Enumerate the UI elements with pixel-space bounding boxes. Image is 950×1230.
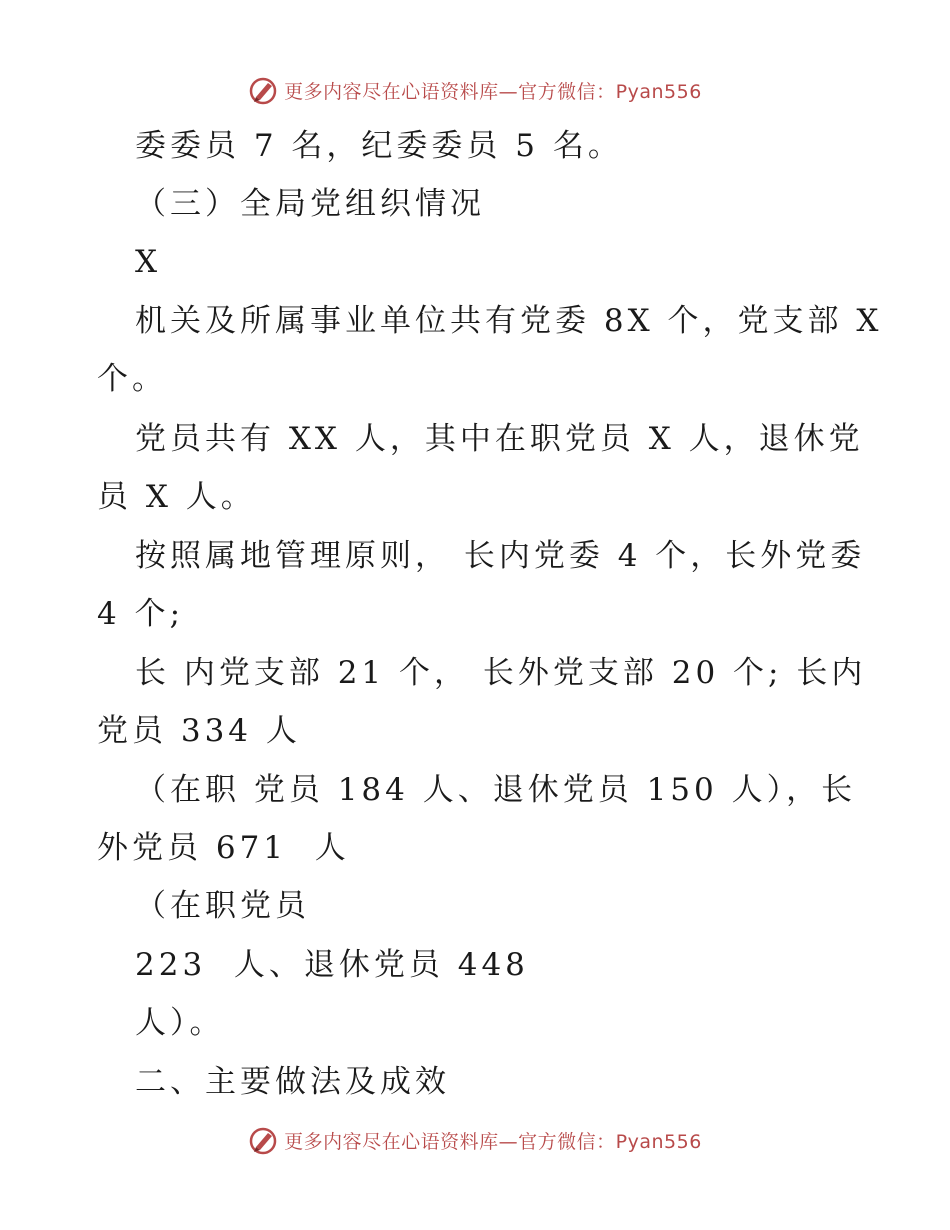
pen-logo-icon [248, 1125, 278, 1155]
text-line: 223 人、退休党员 448 [135, 947, 529, 983]
text-line: 个。 [97, 361, 167, 397]
watermark-text: 更多内容尽在心语资料库—官方微信：Pyan556 [284, 1130, 702, 1153]
text-line: 长 内党支部 21 个， 长外党支部 20 个; 长内 [135, 655, 867, 691]
watermark-text: 更多内容尽在心语资料库—官方微信：Pyan556 [284, 80, 702, 103]
text-line: X [135, 244, 162, 280]
text-line: 员 X 人。 [97, 479, 256, 515]
text-line: （在职党员 [135, 888, 310, 924]
text-line: 委委员 7 名，纪委委员 5 名。 [135, 128, 623, 164]
text-line: 人）。 [135, 1005, 225, 1041]
text-line: 党员 334 人 [97, 713, 301, 749]
text-line: （在职 党员 184 人、退休党员 150 人），长 [135, 772, 857, 808]
text-line: 按照属地管理原则， 长内党委 4 个，长外党委 [135, 538, 866, 574]
watermark-banner-bottom [0, 1120, 950, 1160]
text-line: 机关及所属事业单位共有党委 8X 个，党支部 X [135, 303, 883, 339]
text-line: 4 个; [97, 596, 185, 632]
section-heading: （三）全局党组织情况 [135, 186, 485, 222]
section-heading: 二、主要做法及成效 [135, 1064, 450, 1100]
text-line: 外党员 671 人 [97, 830, 350, 866]
text-line: 党员共有 XX 人，其中在职党员 X 人，退休党 [135, 421, 864, 457]
